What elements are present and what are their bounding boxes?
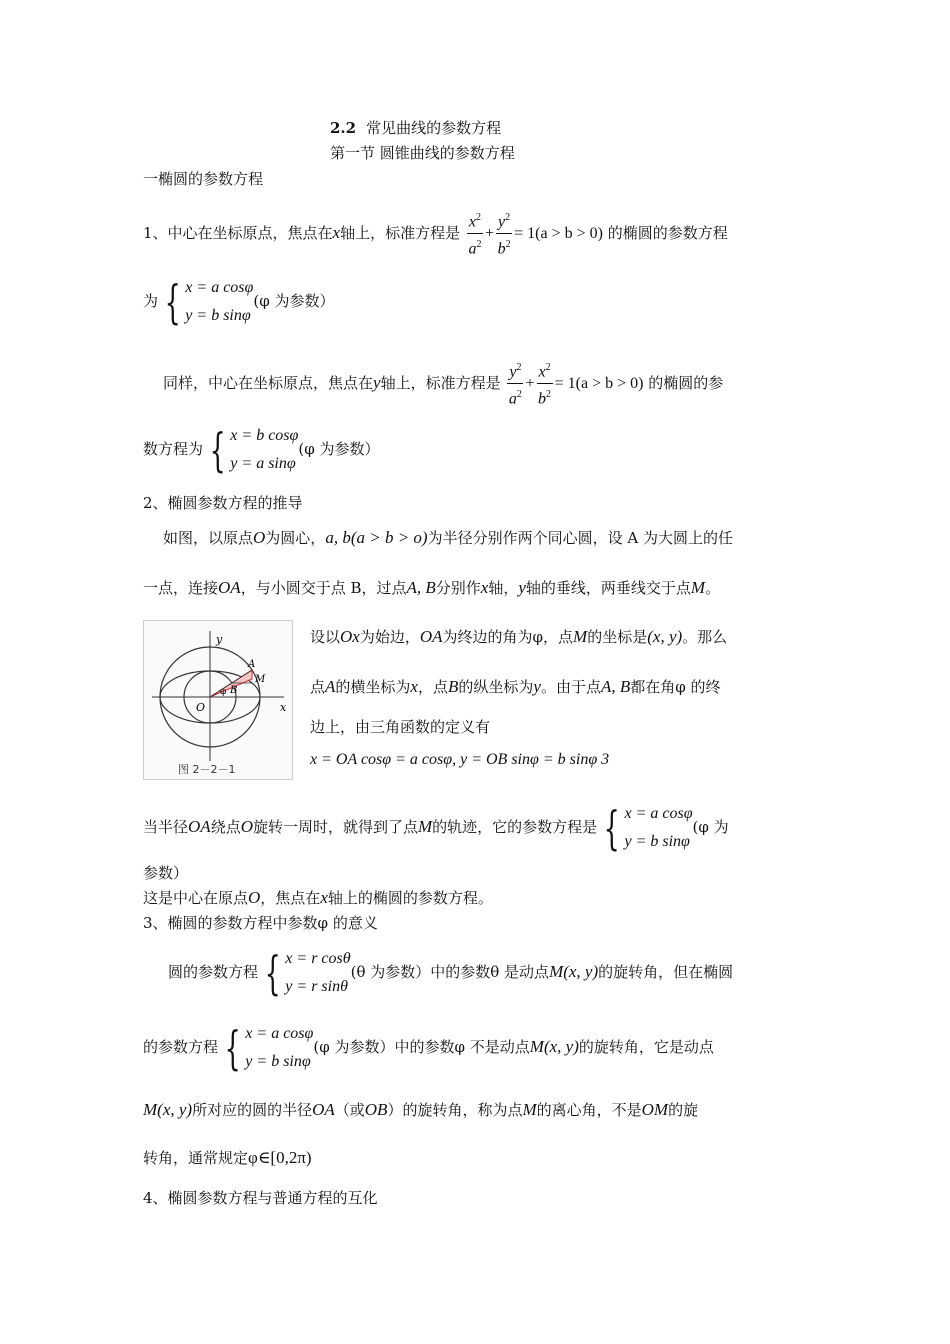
fraction-y2-b2: $\frac{y^2}{b^2}$ <box>496 207 512 261</box>
label-x: x <box>280 701 287 714</box>
paragraph-6: 点A的横坐标为x，点B的纵坐标为y。由于点A, B都在角φ 的终 <box>310 677 721 696</box>
paragraph-14: 转角，通常规定φ∈[0,2π) <box>143 1148 312 1167</box>
paragraph-10: 这是中心在原点O，焦点在x轴上的椭圆的参数方程。 <box>143 888 493 907</box>
heading-param-meaning: 3、椭圆的参数方程中参数φ 的意义 <box>143 914 378 932</box>
label-phi: φ <box>220 687 227 697</box>
paragraph-12: 的参数方程 { x = a cosφ y = b sinφ (φ 为参数）中的参数φ 不是动点M(x, y)的旋转角，它是动点 <box>143 1021 714 1075</box>
label-o: O <box>196 701 206 714</box>
paragraph-2-system: 数方程为 { x = b cosφ y = a sinφ (φ 为参数） <box>143 423 380 477</box>
param-system-y-axis: { x = b cosφ y = a sinφ <box>209 423 299 477</box>
paragraph-5: 设以Ox为始边，OA为终边的角为φ，点M的坐标是(x, y)。那么 <box>310 627 728 646</box>
param-system-result: { x = a cosφ y = b sinφ <box>603 801 693 855</box>
label-b: B <box>230 685 238 696</box>
heading-conversion: 4、椭圆参数方程与普通方程的互化 <box>143 1189 378 1207</box>
paragraph-2: 同样，中心在坐标原点，焦点在y轴上，标准方程是 $\frac{y^2}{a^2}$ + $\frac{x^2}{b^2}$ = 1(a > b > 0) 的椭圆的参 <box>163 357 723 411</box>
section-title <box>330 118 501 138</box>
param-system-ellipse: { x = a cosφ y = b sinφ <box>224 1021 314 1075</box>
paragraph-1: 1、中心在坐标原点，焦点在x轴上，标准方程是 $\frac{x^2}{a^2}$ + $\frac{y^2}{b^2}$ = 1(a > b > 0) 的椭圆的参数方程 <box>143 207 728 261</box>
param-system-circle: { x = r cosθ y = r sinθ <box>264 946 351 1000</box>
heading-derivation: 2、椭圆参数方程的推导 <box>143 494 303 512</box>
paragraph-13: M(x, y)所对应的圆的半径OA（或OB）的旋转角，称为点M的离心角，不是OM的旋 <box>143 1100 699 1119</box>
paragraph-4: 一点，连接OA，与小圆交于点 B，过点A, B分别作x轴，y轴的垂线，两垂线交于点M。 <box>143 578 721 597</box>
ellipse-diagram <box>144 621 292 779</box>
param-system-x-axis: { x = a cosφ y = b sinφ <box>164 275 254 329</box>
paragraph-9: 参数） <box>143 864 189 882</box>
label-a: A <box>248 659 256 670</box>
paragraph-8: 当半径OA绕点O旋转一周时，就得到了点M的轨迹，它的参数方程是 { x = a cosφ y = b sinφ (φ 为 <box>143 801 729 855</box>
figure-caption: 图 2－2－1 <box>178 763 236 776</box>
label-m: M <box>255 674 266 685</box>
paragraph-1-system: 为 { x = a cosφ y = b sinφ (φ 为参数） <box>143 275 335 329</box>
fraction-y2-a2: $\frac{y^2}{a^2}$ <box>507 357 523 411</box>
fraction-x2-b2: $\frac{x^2}{b^2}$ <box>537 357 553 411</box>
heading-ellipse-param: 一椭圆的参数方程 <box>143 170 264 188</box>
fraction-x2-a2: $\frac{x^2}{a^2}$ <box>467 207 483 261</box>
paragraph-7: 边上，由三角函数的定义有 <box>310 718 491 736</box>
title-text: 常见曲线的参数方程 <box>366 119 502 137</box>
paragraph-3: 如图，以原点O为圆心，a, b(a > b > o)为半径分别作两个同心圆，设 A 为大圆上的任 <box>163 528 733 547</box>
subtitle: 第一节 圆锥曲线的参数方程 <box>330 144 515 162</box>
ellipse-figure <box>143 620 293 780</box>
label-y: y <box>216 633 223 646</box>
equation-derivation: x = OA cosφ = a cosφ, y = OB sinφ = b sinφ 3 <box>310 751 610 768</box>
paragraph-11: 圆的参数方程 { x = r cosθ y = r sinθ (θ 为参数）中的参数θ 是动点M(x, y)的旋转角，但在椭圆 <box>168 946 734 1000</box>
title-number: 2.2 <box>330 119 357 137</box>
